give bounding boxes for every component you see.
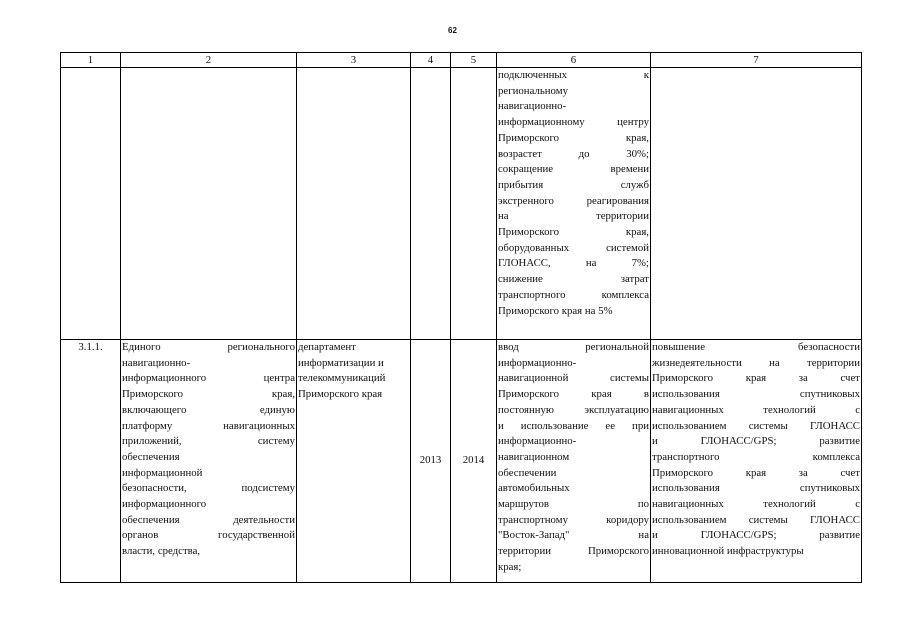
text-line: прибытия служб: [498, 178, 649, 191]
text-line: навигационно-: [498, 100, 567, 113]
header-col-1: 1: [61, 53, 121, 68]
cell-year-start: 2013: [411, 340, 451, 583]
text-line: обеспечения: [122, 450, 180, 463]
text-line: департамент: [298, 341, 356, 353]
text-line: информационному центру: [498, 116, 649, 129]
text-line: инновационной инфраструктуры: [652, 545, 804, 558]
cell-link: [651, 340, 862, 583]
text-line: информационного: [122, 498, 207, 511]
text-line: Приморского края,: [122, 388, 295, 401]
text-line: обеспечении: [498, 466, 557, 479]
text-line: на территории: [498, 210, 649, 223]
text-line: и использование ее при: [498, 419, 649, 432]
text-line: территории Приморского: [498, 545, 649, 558]
cell-number: 3.1.1.: [61, 340, 121, 583]
cell-year-end: 2014: [451, 340, 497, 583]
program-table: [60, 52, 862, 583]
text-line: обеспечения деятельности: [122, 513, 295, 526]
header-col-5: 5: [451, 53, 497, 68]
text-line: ГЛОНАСС, на 7%;: [498, 257, 649, 270]
text-line: экстренного реагирования: [498, 194, 649, 207]
header-col-4: 4: [411, 53, 451, 68]
page-number: 62: [448, 26, 457, 35]
text-line: транспортного комплекса: [652, 450, 860, 463]
cell-name: [121, 340, 297, 583]
text-line: Приморского края: [298, 388, 383, 401]
table-row-3-1-1: [61, 340, 862, 583]
cell-expected-result: [497, 68, 651, 340]
cell-link: [651, 68, 862, 340]
text-line: подключенных к: [498, 69, 649, 81]
text-line: и ГЛОНАСС/GPS; развитие: [652, 435, 860, 448]
cell-number: [61, 68, 121, 340]
text-line: использованием системы ГЛОНАСС: [652, 419, 860, 432]
text-line: приложений, систему: [122, 435, 295, 448]
text-line: включающего единую: [122, 403, 295, 416]
header-col-2: 2: [121, 53, 297, 68]
header-col-6: 6: [497, 53, 651, 68]
text-line: и ГЛОНАСС/GPS; развитие: [652, 529, 860, 542]
text-line: Приморского края,: [498, 226, 649, 239]
text-line: Приморского края в: [498, 388, 649, 401]
text-line: информационно-: [498, 356, 577, 369]
text-line: навигационно-: [122, 356, 191, 369]
text-line: информационной: [122, 466, 203, 479]
text-line: информационного центра: [122, 372, 295, 385]
text-line: власти, средства,: [122, 545, 201, 558]
header-col-3: 3: [297, 53, 411, 68]
text-line: постоянную эксплуатацию: [498, 403, 649, 416]
text-line: ввод региональной: [498, 341, 649, 353]
text-line: Приморского края за счет: [652, 372, 860, 385]
text-line: региональному: [498, 84, 568, 97]
text-line: транспортного комплекса: [498, 288, 649, 301]
cell-executor: [297, 340, 411, 583]
text-line: безопасности, подсистему: [122, 482, 295, 495]
text-line: края;: [498, 560, 522, 573]
text-line: Приморского края за счет: [652, 466, 860, 479]
text-line: навигационных технологий с: [652, 403, 860, 416]
text-line: транспортному коридору: [498, 513, 649, 526]
text-line: органов государственной: [122, 529, 295, 542]
text-line: маршрутов по: [498, 498, 649, 511]
cell-name: [121, 68, 297, 340]
text-line: навигационных технологий с: [652, 498, 860, 511]
text-line: повышение безопасности: [652, 341, 860, 353]
text-line: использования спутниковых: [652, 482, 860, 495]
text-line: использованием системы ГЛОНАСС: [652, 513, 860, 526]
cell-executor: [297, 68, 411, 340]
text-line: Приморского края на 5%: [498, 304, 613, 317]
text-line: информатизации и: [298, 356, 384, 369]
text-line: автомобильных: [498, 482, 570, 495]
text-line: "Восток-Запад" на: [498, 529, 649, 542]
table-row-continuation: [61, 68, 862, 340]
text-line: оборудованных системой: [498, 241, 649, 254]
text-line: платформу навигационных: [122, 419, 295, 432]
text-line: возрастет до 30%;: [498, 147, 649, 160]
cell-year-end: [451, 68, 497, 340]
text-line: навигационном: [498, 450, 570, 463]
text-line: телекоммуникаций: [298, 372, 386, 385]
text-line: снижение затрат: [498, 273, 649, 286]
text-line: сокращение времени: [498, 163, 649, 176]
text-line: Единого регионального: [122, 341, 295, 353]
text-line: информационно-: [498, 435, 577, 448]
text-line: Приморского края,: [498, 131, 649, 144]
cell-expected-result: [497, 340, 651, 583]
header-col-7: 7: [651, 53, 862, 68]
text-line: навигационной системы: [498, 372, 649, 385]
text-line: жизнедеятельности на территории: [652, 356, 860, 369]
cell-year-start: [411, 68, 451, 340]
text-line: использования спутниковых: [652, 388, 860, 401]
header-row: [61, 53, 862, 68]
